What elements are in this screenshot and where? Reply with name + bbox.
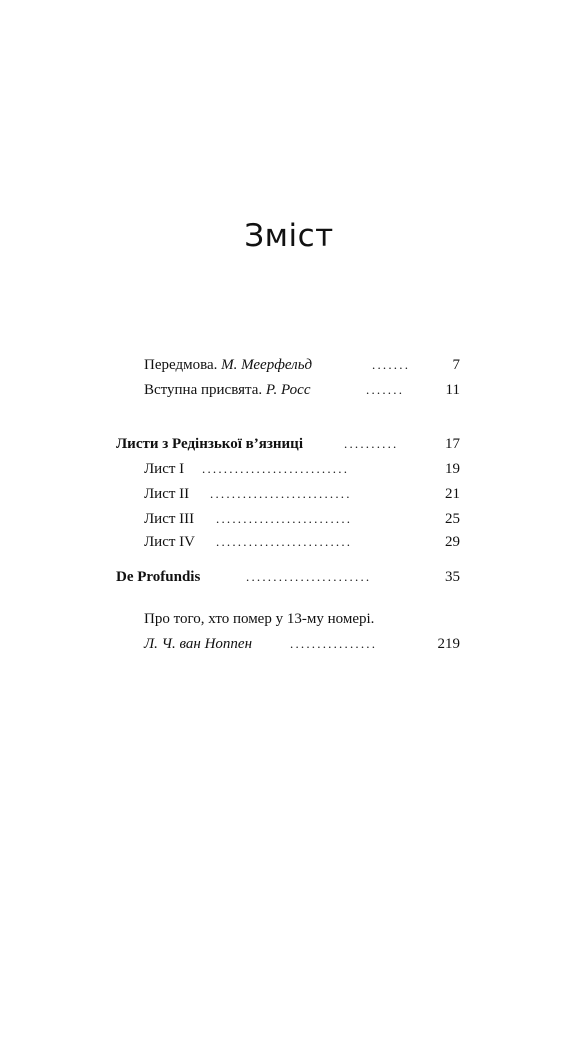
toc-entry-dedication[interactable] xyxy=(144,379,460,401)
toc-entry-letter-4[interactable] xyxy=(144,531,460,553)
page-title: Зміст xyxy=(244,218,334,254)
toc-dot-leader: ....... xyxy=(372,357,411,372)
toc-dot-leader: ....................... xyxy=(246,569,372,584)
toc-dot-leader: .......................... xyxy=(210,486,352,501)
toc-page-number: 17 xyxy=(445,436,460,452)
toc-entry-died-title[interactable] xyxy=(144,608,460,630)
toc-entry-label: Лист III xyxy=(144,511,195,527)
toc-entry-label: Передмова. xyxy=(144,357,218,373)
toc-entry-foreword[interactable] xyxy=(144,354,460,376)
toc-page-number: 19 xyxy=(445,461,460,477)
toc-entry-died-author[interactable] xyxy=(144,633,460,655)
toc-entry-label: Лист II xyxy=(144,486,190,502)
toc-dot-leader: .......... xyxy=(344,436,399,451)
toc-page-number: 29 xyxy=(445,534,460,550)
toc-page-number: 35 xyxy=(445,569,460,585)
toc-dot-leader: ................ xyxy=(290,636,378,651)
toc-entry-label: Листи з Редінзької в’язниці xyxy=(116,436,303,452)
toc-dot-leader: ........................... xyxy=(202,461,350,476)
toc-page-number: 21 xyxy=(445,486,460,502)
toc-entry-label: Вступна присвята. xyxy=(144,382,263,398)
toc-page-number: 25 xyxy=(445,511,460,527)
toc-entry-label: De Profundis xyxy=(116,569,201,585)
toc-entry-letters[interactable] xyxy=(116,433,460,455)
toc-entry-label: Лист IV xyxy=(144,534,195,550)
toc-page-number: 11 xyxy=(445,382,460,398)
toc-entry-letter-3[interactable] xyxy=(144,508,460,530)
toc-entry-label: Про того, хто помер у 13-му номері. xyxy=(144,611,375,627)
toc-dot-leader: ......................... xyxy=(216,534,353,549)
toc-entry-author: Р. Росс xyxy=(265,382,311,398)
toc-page-number: 7 xyxy=(452,357,460,373)
toc-entry-author: М. Меерфельд xyxy=(221,357,313,373)
toc-entry-letter-2[interactable] xyxy=(144,483,460,505)
toc-entry-de-profundis[interactable] xyxy=(116,566,460,588)
toc-dot-leader: ......................... xyxy=(216,511,353,526)
toc-entry-letter-1[interactable] xyxy=(144,458,460,480)
toc-entry-label: Лист I xyxy=(144,461,185,477)
toc-page-number: 219 xyxy=(437,636,460,652)
toc-entry-author: Л. Ч. ван Ноппен xyxy=(144,636,253,652)
toc-dot-leader: ....... xyxy=(366,382,405,397)
